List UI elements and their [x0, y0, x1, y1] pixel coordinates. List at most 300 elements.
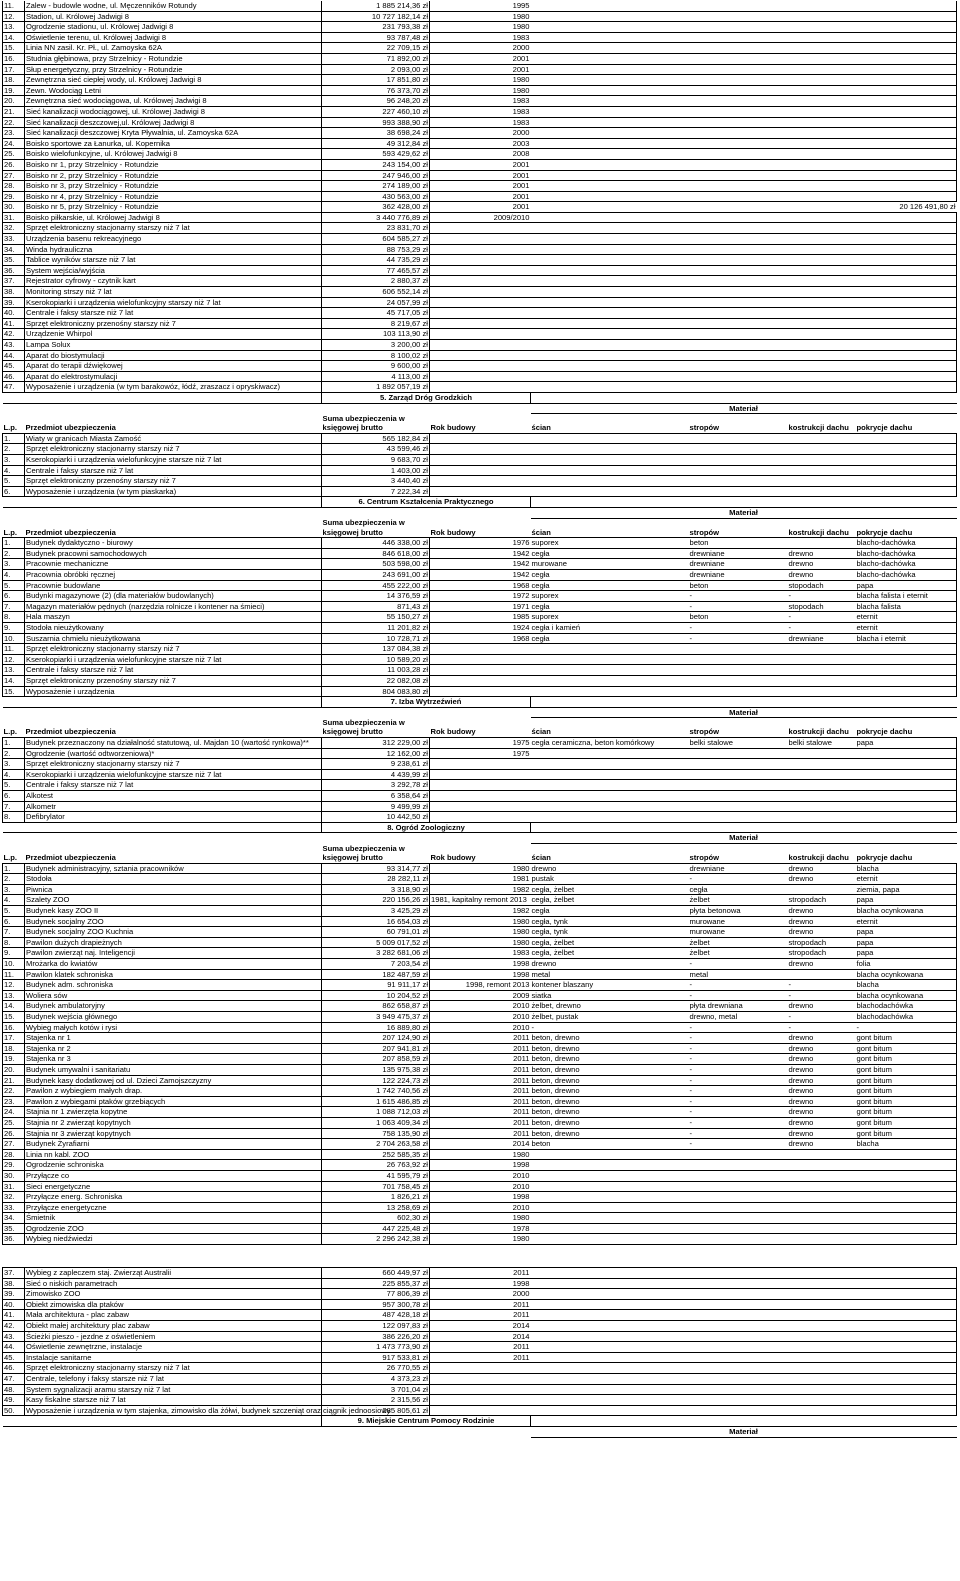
row-lp: 8. — [3, 812, 25, 823]
row-lp: 10. — [3, 959, 25, 970]
row-name: Słup energetyczny, przy Strzelnicy - Rotundzie — [25, 64, 322, 75]
row-walls — [531, 476, 689, 487]
row-roof-structure: stopodach — [788, 580, 856, 591]
table-row — [3, 106, 957, 117]
row-walls — [531, 1352, 689, 1363]
row-walls — [531, 654, 689, 665]
row-ceilings: - — [689, 1107, 788, 1118]
row-sum: 386 226,20 zł — [322, 1331, 430, 1342]
row-ceilings: beton — [689, 538, 788, 549]
row-walls: żelbet, pustak — [531, 1012, 689, 1023]
table-row — [3, 801, 957, 812]
table-row — [3, 1117, 957, 1128]
row-roof-cover — [856, 255, 957, 266]
row-year — [430, 1405, 531, 1416]
row-year: 1983 — [430, 948, 531, 959]
row-roof-structure — [788, 85, 856, 96]
row-roof-structure — [788, 1192, 856, 1203]
row-walls: beton, drewno — [531, 1043, 689, 1054]
row-walls — [531, 297, 689, 308]
row-ceilings — [689, 676, 788, 687]
row-roof-structure — [788, 234, 856, 245]
row-roof-structure — [788, 22, 856, 33]
row-roof-structure — [788, 465, 856, 476]
row-sum: 3 200,00 zł — [322, 340, 430, 351]
row-roof-structure: drewno — [788, 874, 856, 885]
row-sum: 10 728,71 zł — [322, 633, 430, 644]
row-year: 1980 — [430, 863, 531, 874]
row-ceilings: - — [689, 990, 788, 1001]
row-roof-cover: eternit — [856, 874, 957, 885]
row-name: Wybieg z zapleczem staj. Zwierząt Australii — [25, 1268, 322, 1279]
row-lp: 8. — [3, 937, 25, 948]
row-roof-cover — [856, 287, 957, 298]
row-roof-structure: drewno — [788, 916, 856, 927]
row-lp: 2. — [3, 874, 25, 885]
table-row — [3, 874, 957, 885]
row-name: Instalacje sanitarne — [25, 1352, 322, 1363]
row-sum: 103 113,90 zł — [322, 329, 430, 340]
row-roof-structure — [788, 686, 856, 697]
row-year — [430, 780, 531, 791]
row-roof-cover — [856, 1395, 957, 1406]
row-sum: 38 698,24 zł — [322, 128, 430, 139]
row-roof-cover — [856, 340, 957, 351]
row-roof-cover — [856, 22, 957, 33]
row-ceilings: - — [689, 1033, 788, 1044]
row-walls — [531, 329, 689, 340]
row-roof-structure — [788, 486, 856, 497]
row-roof-cover — [856, 1278, 957, 1289]
row-lp: 21. — [3, 1075, 25, 1086]
row-roof-cover — [856, 444, 957, 455]
table-row — [3, 884, 957, 895]
row-ceilings — [689, 486, 788, 497]
row-ceilings: żelbet — [689, 895, 788, 906]
row-lp: 4. — [3, 769, 25, 780]
row-year: 1980 — [430, 11, 531, 22]
row-sum: 487 428,18 zł — [322, 1310, 430, 1321]
row-ceilings — [689, 433, 788, 444]
row-roof-structure: drewno — [788, 1117, 856, 1128]
table-row — [3, 1384, 957, 1395]
row-walls: cegła, żelbet — [531, 884, 689, 895]
row-ceilings — [689, 75, 788, 86]
row-walls — [531, 1149, 689, 1160]
row-year: 2011 — [430, 1268, 531, 1279]
row-walls — [531, 686, 689, 697]
table-row — [3, 1128, 957, 1139]
table-row — [3, 895, 957, 906]
row-sum: 207 124,90 zł — [322, 1033, 430, 1044]
row-year: 1942 — [430, 570, 531, 581]
row-ceilings: - — [689, 874, 788, 885]
spacer-cell — [3, 1245, 957, 1268]
header-material-row — [3, 833, 957, 844]
table-row — [3, 128, 957, 139]
row-year: 2011 — [430, 1054, 531, 1065]
row-roof-cover — [856, 297, 957, 308]
row-roof-structure — [788, 244, 856, 255]
row-sum: 71 892,00 zł — [322, 53, 430, 64]
row-year — [430, 801, 531, 812]
row-sum: 4 373,23 zł — [322, 1374, 430, 1385]
row-roof-structure — [788, 329, 856, 340]
row-year: 2001 — [430, 159, 531, 170]
row-roof-cover — [856, 85, 957, 96]
row-walls: metal — [531, 969, 689, 980]
row-ceilings — [689, 1149, 788, 1160]
row-sum: 12 162,00 zł — [322, 748, 430, 759]
row-walls — [531, 1374, 689, 1385]
row-roof-cover — [856, 486, 957, 497]
row-year — [430, 265, 531, 276]
row-lp: 30. — [3, 202, 25, 213]
row-ceilings: płyta drewniana — [689, 1001, 788, 1012]
row-roof-structure: drewno — [788, 548, 856, 559]
row-sum: 122 097,83 zł — [322, 1321, 430, 1332]
row-sum: 7 203,54 zł — [322, 959, 430, 970]
row-walls: beton, drewno — [531, 1096, 689, 1107]
table-row — [3, 623, 957, 634]
row-year: 1971 — [430, 601, 531, 612]
row-roof-structure: stropodach — [788, 895, 856, 906]
row-lp: 41. — [3, 1310, 25, 1321]
row-sum: 11 003,28 zł — [322, 665, 430, 676]
row-roof-cover: eternit — [856, 916, 957, 927]
row-name: Linia nn kabl. ZOO — [25, 1149, 322, 1160]
row-sum: 455 222,00 zł — [322, 580, 430, 591]
row-lp: 35. — [3, 1223, 25, 1234]
row-roof-cover — [856, 371, 957, 382]
header-name: Przedmiot ubezpieczenia — [25, 414, 322, 434]
row-roof-cover — [856, 1160, 957, 1171]
row-roof-structure — [788, 11, 856, 22]
row-roof-cover: gont bitum — [856, 1043, 957, 1054]
row-roof-cover: papa — [856, 895, 957, 906]
row-ceilings — [689, 455, 788, 466]
row-year: 1985 — [430, 612, 531, 623]
row-ceilings — [689, 318, 788, 329]
row-roof-cover — [856, 1310, 957, 1321]
table-row — [3, 959, 957, 970]
row-name: Budynek socjalny ZOO — [25, 916, 322, 927]
row-year: 2000 — [430, 128, 531, 139]
row-lp: 44. — [3, 1342, 25, 1353]
row-roof-structure — [788, 1234, 856, 1245]
row-roof-cover: blacha falista i eternit — [856, 591, 957, 602]
row-roof-cover: blacha — [856, 980, 957, 991]
table-row — [3, 117, 957, 128]
row-lp: 42. — [3, 1321, 25, 1332]
row-lp: 5. — [3, 476, 25, 487]
row-walls: cegła — [531, 633, 689, 644]
header-year: Rok budowy — [430, 518, 531, 538]
blank-cell — [3, 707, 531, 718]
row-walls: beton, drewno — [531, 1128, 689, 1139]
row-walls: cegła — [531, 906, 689, 917]
row-name: Stajnia nr 2 zwierząt kopytnych — [25, 1117, 322, 1128]
row-year — [430, 465, 531, 476]
row-roof-cover: gont bitum — [856, 1096, 957, 1107]
row-ceilings — [689, 276, 788, 287]
row-name: Kserokopiarki i urządzenia wielofunkcyjne starsze niż 7 lat — [25, 769, 322, 780]
row-ceilings — [689, 654, 788, 665]
row-name: Ogrodzenie ZOO — [25, 1223, 322, 1234]
row-roof-structure — [788, 181, 856, 192]
header-name: Przedmiot ubezpieczenia — [25, 844, 322, 864]
row-lp: 42. — [3, 329, 25, 340]
row-walls: beton, drewno — [531, 1117, 689, 1128]
row-roof-structure — [788, 1213, 856, 1224]
row-ceilings: - — [689, 601, 788, 612]
row-roof-structure — [788, 644, 856, 655]
blank-cell — [531, 822, 957, 833]
row-ceilings — [689, 350, 788, 361]
row-sum: 2 880,37 zł — [322, 276, 430, 287]
row-walls — [531, 1299, 689, 1310]
row-lp: 17. — [3, 1033, 25, 1044]
row-year: 2001 — [430, 181, 531, 192]
row-roof-structure: - — [788, 1022, 856, 1033]
table-row — [3, 1139, 957, 1150]
row-roof-structure — [788, 476, 856, 487]
row-year: 2011 — [430, 1107, 531, 1118]
row-name: Wyposażenie i urządzenia (w tym barakowóz, łódź, zraszacz i opryskiwacz) — [25, 382, 322, 393]
section-title: 5. Zarząd Dróg Grodzkich — [322, 392, 531, 403]
row-name: Sprzęt elektroniczny stacjonarny starszy niż 7 — [25, 444, 322, 455]
table-row — [3, 170, 957, 181]
header-sum-line2: księgowej brutto — [322, 423, 383, 433]
row-roof-structure: drewno — [788, 1086, 856, 1097]
row-year — [430, 1363, 531, 1374]
row-year: 2010 — [430, 1012, 531, 1023]
row-lp: 3. — [3, 455, 25, 466]
header-columns-row — [3, 718, 957, 738]
row-ceilings — [689, 1170, 788, 1181]
row-roof-structure — [788, 43, 856, 54]
row-lp: 26. — [3, 1128, 25, 1139]
row-walls: suporex — [531, 612, 689, 623]
row-name: Śmietnik — [25, 1213, 322, 1224]
row-name: Lampa Solux — [25, 340, 322, 351]
row-roof-cover: papa — [856, 580, 957, 591]
row-year: 2010 — [430, 1022, 531, 1033]
row-sum: 3 949 475,37 zł — [322, 1012, 430, 1023]
row-walls: cegła — [531, 548, 689, 559]
row-sum: 10 589,20 zł — [322, 654, 430, 665]
row-year: 2011 — [430, 1117, 531, 1128]
row-extra-total: 20 126 491,80 zł — [531, 202, 957, 213]
row-ceilings — [689, 1181, 788, 1192]
row-walls — [531, 181, 689, 192]
row-lp: 31. — [3, 1181, 25, 1192]
row-ceilings: belki stalowe — [689, 738, 788, 749]
row-walls: żelbet, drewno — [531, 1001, 689, 1012]
row-roof-cover — [856, 138, 957, 149]
row-ceilings — [689, 96, 788, 107]
row-name: Aparat do terapii dźwiękowej — [25, 361, 322, 372]
row-roof-cover — [856, 812, 957, 823]
row-sum: 24 057,99 zł — [322, 297, 430, 308]
row-roof-cover — [856, 676, 957, 687]
row-roof-structure: drewno — [788, 570, 856, 581]
row-roof-structure — [788, 371, 856, 382]
row-name: Budynek umywalni i sanitariatu — [25, 1064, 322, 1075]
row-name: Przyłącze energetyczne — [25, 1202, 322, 1213]
row-roof-structure — [788, 769, 856, 780]
row-ceilings: cegła — [689, 884, 788, 895]
row-sum: 312 229,00 zł — [322, 738, 430, 749]
row-roof-structure — [788, 1363, 856, 1374]
table-row — [3, 990, 957, 1001]
table-row — [3, 191, 957, 202]
row-roof-cover — [856, 476, 957, 487]
row-ceilings: żelbet — [689, 948, 788, 959]
table-row — [3, 591, 957, 602]
row-name: Centrale i faksy starsze niż 7 lat — [25, 465, 322, 476]
table-row — [3, 969, 957, 980]
row-roof-structure — [788, 1352, 856, 1363]
row-roof-structure — [788, 212, 856, 223]
row-walls — [531, 318, 689, 329]
row-roof-cover — [856, 1374, 957, 1385]
row-lp: 13. — [3, 990, 25, 1001]
row-roof-structure — [788, 117, 856, 128]
row-roof-cover — [856, 1321, 957, 1332]
row-sum: 9 499,99 zł — [322, 801, 430, 812]
row-lp: 3. — [3, 884, 25, 895]
blank-cell — [531, 392, 957, 403]
row-lp: 46. — [3, 1363, 25, 1374]
row-walls: cegła i kamień — [531, 623, 689, 634]
row-year — [430, 340, 531, 351]
row-roof-structure — [788, 791, 856, 802]
row-lp: 4. — [3, 465, 25, 476]
row-roof-structure — [788, 350, 856, 361]
row-walls — [531, 212, 689, 223]
row-sum: 22 709,15 zł — [322, 43, 430, 54]
row-walls — [531, 106, 689, 117]
row-year — [430, 361, 531, 372]
table-row — [3, 1202, 957, 1213]
row-year: 1998 — [430, 959, 531, 970]
row-sum: 55 150,27 zł — [322, 612, 430, 623]
row-ceilings — [689, 64, 788, 75]
header-ceilings: stropów — [689, 414, 788, 434]
table-row — [3, 265, 957, 276]
header-material: Materiał — [531, 508, 957, 519]
row-name: Ścieżki pieszo - jezdne z oświetleniem — [25, 1331, 322, 1342]
row-name: Budynek kasy dodatkowej od ul. Dzieci Zamojszczyzny — [25, 1075, 322, 1086]
row-name: Boisko nr 4, przy Strzelnicy - Rotundzie — [25, 191, 322, 202]
table-row — [3, 361, 957, 372]
table-row — [3, 1001, 957, 1012]
row-walls — [531, 1289, 689, 1300]
row-ceilings: płyta betonowa — [689, 906, 788, 917]
row-roof-cover — [856, 128, 957, 139]
row-roof-structure — [788, 75, 856, 86]
row-walls: cegła — [531, 580, 689, 591]
row-roof-cover: blacha — [856, 1139, 957, 1150]
row-lp: 39. — [3, 297, 25, 308]
row-roof-cover: gont bitum — [856, 1054, 957, 1065]
table-row — [3, 382, 957, 393]
row-walls — [531, 149, 689, 160]
row-walls: pustak — [531, 874, 689, 885]
row-lp: 27. — [3, 170, 25, 181]
row-roof-cover: gont bitum — [856, 1064, 957, 1075]
row-name: Sieci energetyczne — [25, 1181, 322, 1192]
row-roof-structure: stropodach — [788, 948, 856, 959]
row-sum: 45 717,05 zł — [322, 308, 430, 319]
row-sum: 122 224,73 zł — [322, 1075, 430, 1086]
row-ceilings: - — [689, 591, 788, 602]
row-roof-cover — [856, 96, 957, 107]
row-roof-structure — [788, 138, 856, 149]
row-walls — [531, 361, 689, 372]
row-year: 2014 — [430, 1321, 531, 1332]
row-sum: 1 473 773,90 zł — [322, 1342, 430, 1353]
header-lp: L.p. — [3, 518, 25, 538]
table-row — [3, 601, 957, 612]
row-name: Centrale, telefony i faksy starsze niż 7 lat — [25, 1374, 322, 1385]
table-row — [3, 465, 957, 476]
row-roof-cover — [856, 433, 957, 444]
row-year: 2011 — [430, 1342, 531, 1353]
row-walls — [531, 1170, 689, 1181]
table-row — [3, 1374, 957, 1385]
header-material: Materiał — [531, 403, 957, 414]
row-sum: 1 742 740,56 zł — [322, 1086, 430, 1097]
row-walls — [531, 308, 689, 319]
row-ceilings — [689, 1321, 788, 1332]
row-name: Defibrylator — [25, 812, 322, 823]
row-ceilings — [689, 759, 788, 770]
table-row — [3, 1107, 957, 1118]
row-walls — [531, 444, 689, 455]
row-year: 1980 — [430, 75, 531, 86]
row-roof-structure — [788, 1181, 856, 1192]
row-year: 1998 — [430, 969, 531, 980]
row-name: Stodoła nieużytkowany — [25, 623, 322, 634]
row-year: 1968 — [430, 580, 531, 591]
row-ceilings — [689, 371, 788, 382]
row-ceilings: drewno, metal — [689, 1012, 788, 1023]
row-name: Sprzęt elektroniczny przenośny starszy niż 7 — [25, 676, 322, 687]
row-sum: 6 358,64 zł — [322, 791, 430, 802]
row-name: Hala maszyn — [25, 612, 322, 623]
row-name: Mała architektura - plac zabaw — [25, 1310, 322, 1321]
header-roof-cover: pokrycje dachu — [856, 414, 957, 434]
row-lp: 16. — [3, 53, 25, 64]
row-name: Zewnętrzna sieć wodociągowa, ul. Królowej Jadwigi 8 — [25, 96, 322, 107]
row-year: 2010 — [430, 1170, 531, 1181]
row-lp: 5. — [3, 906, 25, 917]
row-name: Pracownia obróbki ręcznej — [25, 570, 322, 581]
row-year: 2011 — [430, 1043, 531, 1054]
row-lp: 29. — [3, 191, 25, 202]
row-name: Przyłącze energ. Schroniska — [25, 1192, 322, 1203]
row-lp: 22. — [3, 117, 25, 128]
row-roof-structure — [788, 455, 856, 466]
row-roof-structure — [788, 969, 856, 980]
header-material-row — [3, 403, 957, 414]
row-roof-structure — [788, 538, 856, 549]
row-name: Boisko wielofunkcyjne, ul. Królowej Jadwigi 8 — [25, 149, 322, 160]
row-year: 1980 — [430, 916, 531, 927]
row-name: Boisko nr 5, przy Strzelnicy - Rotundzie — [25, 202, 322, 213]
